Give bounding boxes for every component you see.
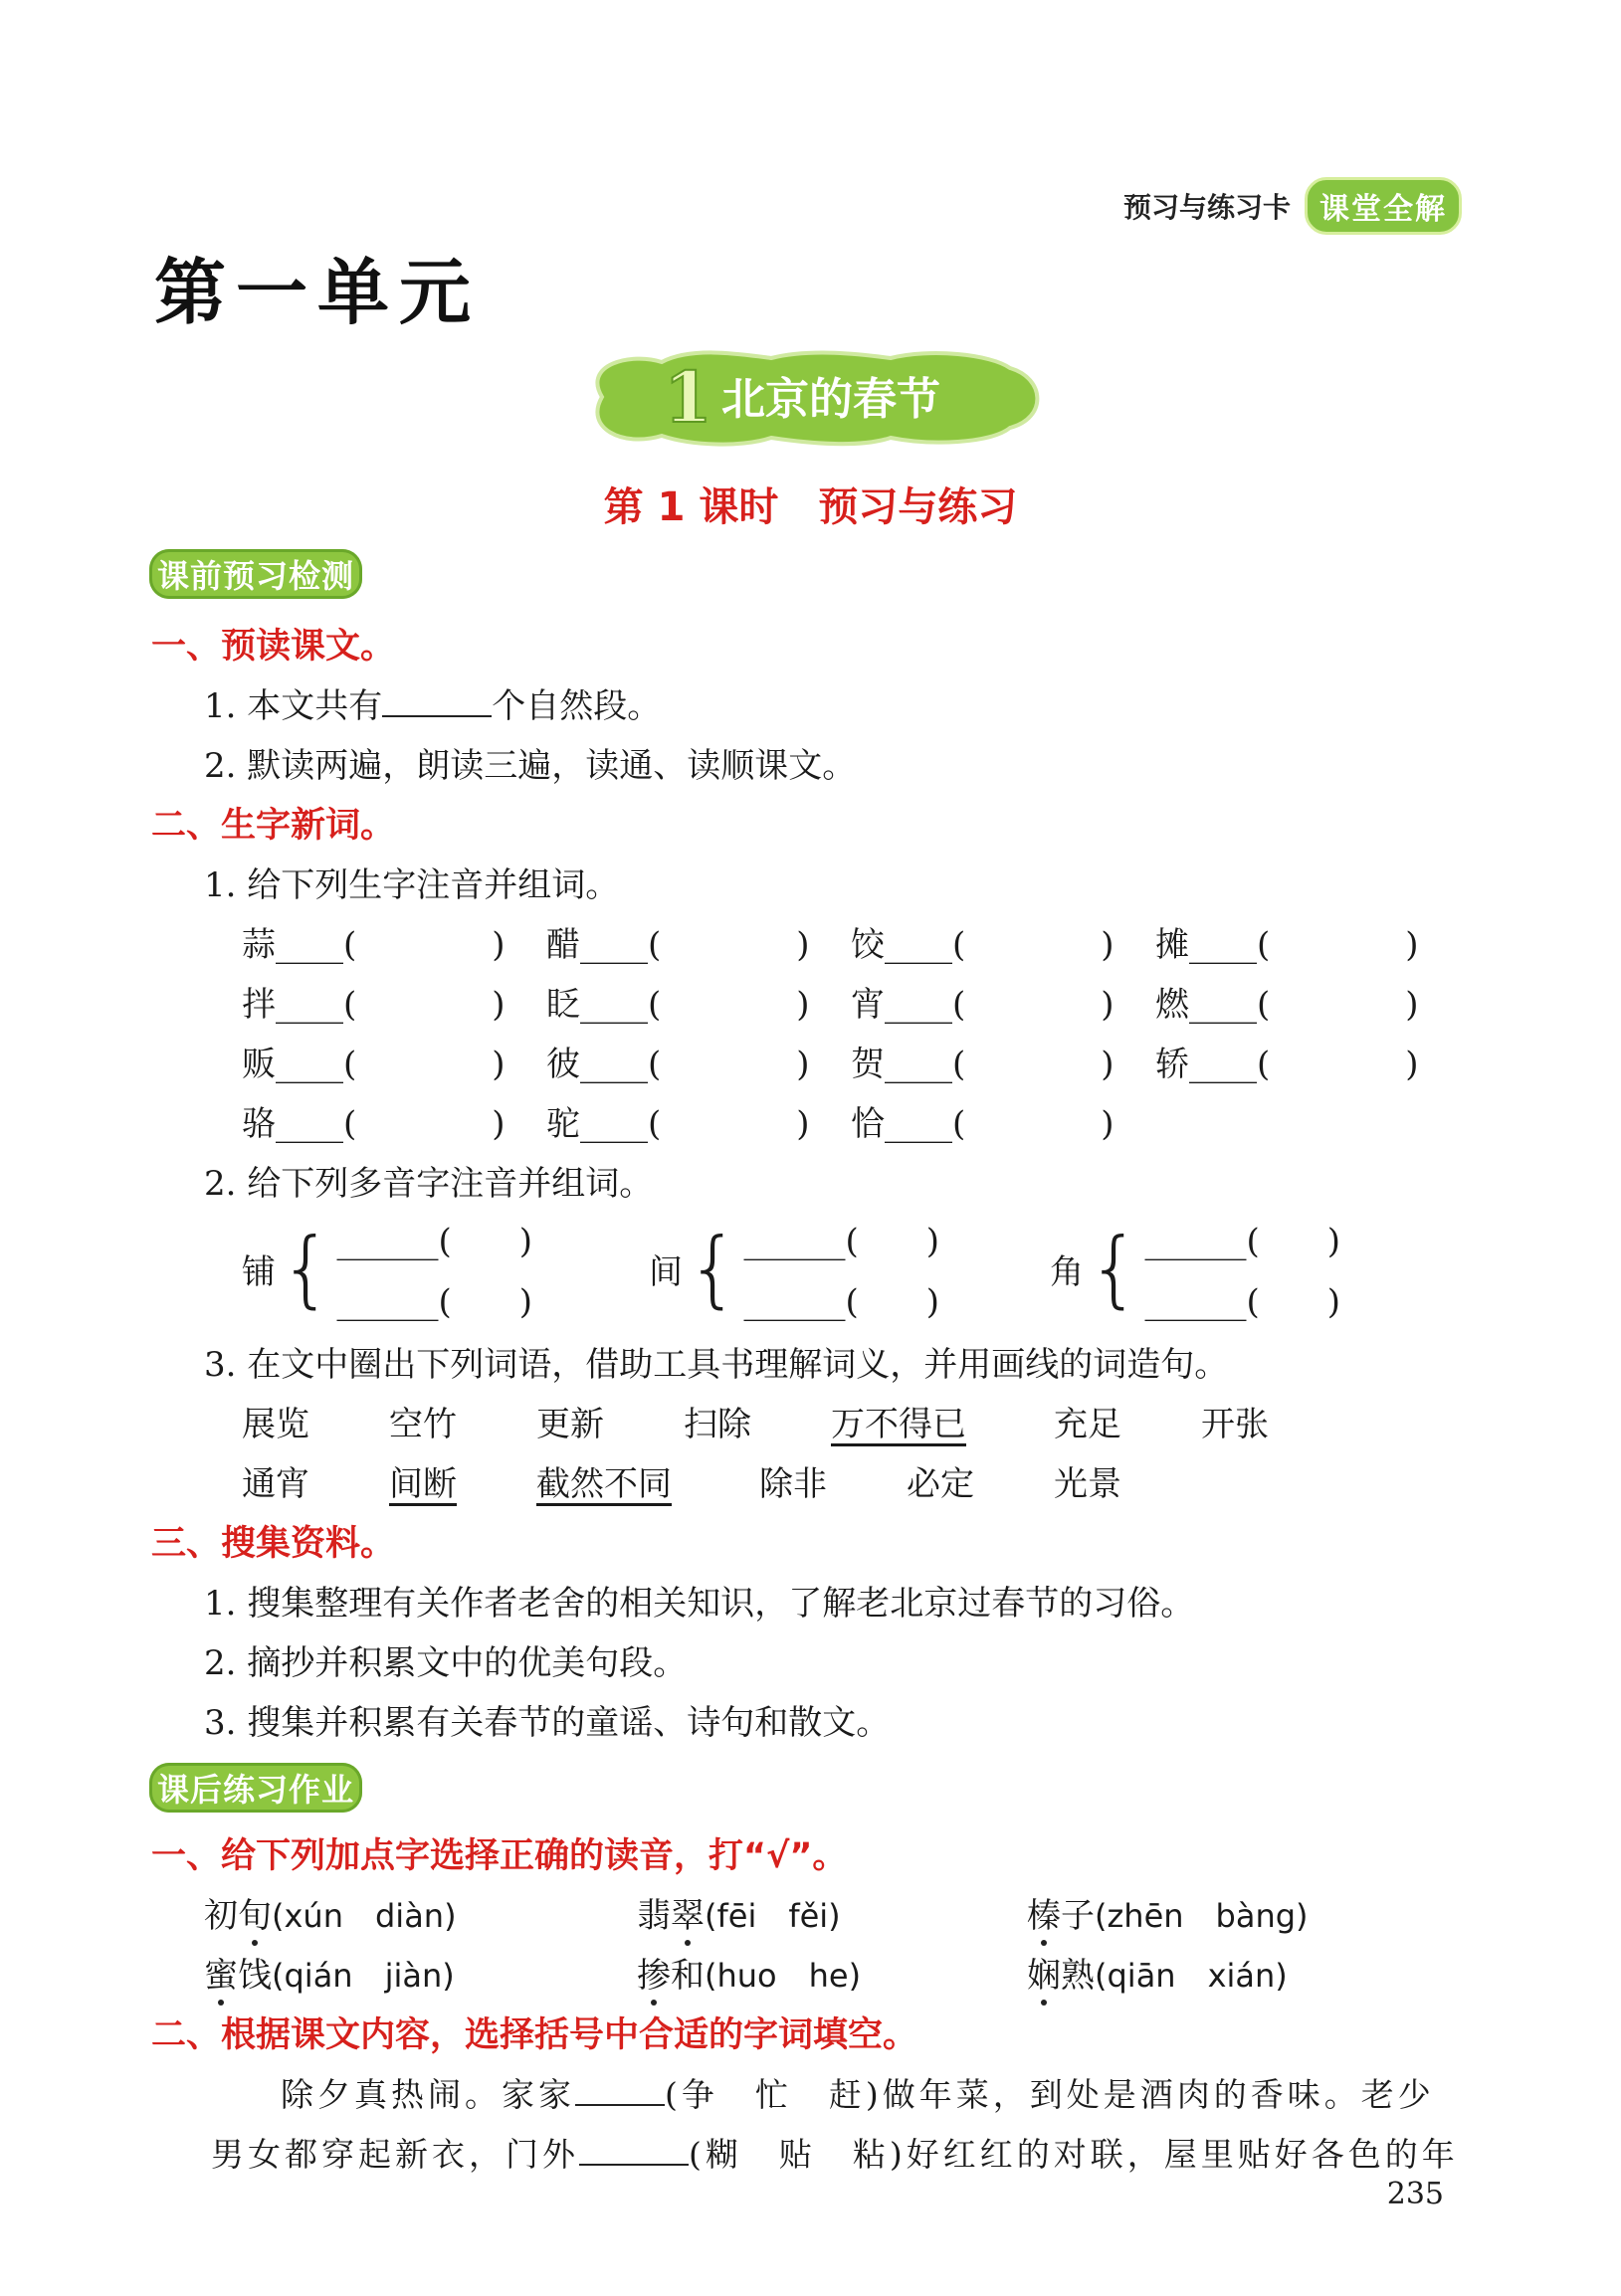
- char-cell[interactable]: 贩____( ): [242, 1045, 506, 1084]
- pinyin-options[interactable]: (zhēn bàng): [1095, 1897, 1309, 1935]
- lesson-title: 北京的春节: [720, 374, 940, 425]
- pinyin-options[interactable]: (qiān xián): [1095, 1957, 1288, 1995]
- brace-icon: {: [687, 1220, 740, 1317]
- polyphone-slot[interactable]: ______( ): [1144, 1282, 1340, 1322]
- lesson-banner: [0, 344, 1621, 450]
- pinyin-item[interactable]: [1027, 1948, 1288, 1997]
- dotted-char: 娴: [1027, 1956, 1061, 1996]
- char-row: [242, 1037, 1460, 1085]
- pre-class-tag: 课前预习检测: [149, 549, 362, 599]
- section-2-title: 二、生字新词。: [151, 806, 396, 846]
- pinyin-item-char: 翡: [637, 1896, 671, 1936]
- s3-item: 1. 搜集整理有关作者老舍的相关知识，了解老北京过春节的习俗。: [204, 1584, 1195, 1624]
- char-cell[interactable]: 蒜____( ): [242, 925, 506, 965]
- pinyin-item[interactable]: [637, 1888, 841, 1937]
- dotted-char: 蜜: [204, 1956, 238, 1996]
- dotted-char: 旬: [238, 1896, 272, 1936]
- vocab-word: 更新: [536, 1405, 604, 1444]
- pinyin-item[interactable]: [1027, 1888, 1309, 1937]
- vocab-word-underlined: 间断: [389, 1464, 457, 1504]
- polyphone-group: [649, 1214, 939, 1323]
- lesson-banner-shape: [572, 344, 1050, 450]
- char-cell[interactable]: 骆____( ): [242, 1104, 506, 1144]
- paragraph-text: (糊 贴 粘)好红红的对联，屋里贴好各色的年: [689, 2135, 1459, 2174]
- section-3-title: 三、搜集资料。: [151, 1524, 396, 1564]
- paragraph-text: 除夕真热闹。家家: [281, 2075, 575, 2114]
- char-cell[interactable]: 眨____( ): [546, 985, 810, 1025]
- paragraph-text: 男女都穿起新衣，门外: [211, 2135, 579, 2174]
- s1-q1-post: 个自然段。: [492, 686, 662, 726]
- period-title: 第 1 课时 预习与练习: [603, 484, 1018, 530]
- section-1-title: 一、预读课文。: [151, 627, 396, 667]
- pinyin-item[interactable]: [204, 1948, 455, 1997]
- s3-item: 3. 搜集并积累有关春节的童谣、诗句和散文。: [204, 1703, 891, 1743]
- brace-icon: {: [280, 1220, 333, 1317]
- dotted-char: 翠: [671, 1896, 705, 1936]
- char-cell[interactable]: 贺____( ): [851, 1045, 1114, 1084]
- s1-q2: 2. 默读两遍，朗读三遍，读通、读顺课文。: [204, 746, 857, 786]
- fill-paragraph-line: [211, 2129, 1459, 2176]
- s2-q1: 1. 给下列生字注音并组词。: [204, 865, 620, 905]
- pinyin-item-char: 和: [671, 1956, 705, 1996]
- s1-q1: [204, 678, 661, 727]
- char-cell[interactable]: 醋____( ): [546, 925, 810, 965]
- unit-title: 第一单元: [154, 251, 482, 334]
- dotted-char: 掺: [637, 1956, 671, 1996]
- pre-class-tag-wrap: [149, 549, 362, 599]
- char-cell[interactable]: 摊____( ): [1155, 925, 1419, 965]
- vocab-row: [242, 1397, 1348, 1445]
- vocab-word: 充足: [1054, 1405, 1121, 1444]
- char-row: [242, 977, 1460, 1026]
- pinyin-item[interactable]: [204, 1888, 457, 1937]
- vocab-word: 光景: [1054, 1464, 1121, 1504]
- pinyin-options[interactable]: (qián jiàn): [272, 1957, 455, 1995]
- polyphone-group: [1050, 1214, 1340, 1323]
- pinyin-item-char: 初: [204, 1896, 238, 1936]
- pinyin-item-char: 饯: [238, 1956, 272, 1996]
- fill-blank[interactable]: [575, 2074, 665, 2106]
- practice-1-title: 一、给下列加点字选择正确的读音，打“√”。: [151, 1836, 848, 1876]
- polyphone-slot[interactable]: ______( ): [743, 1222, 939, 1261]
- fill-paragraph-line: [281, 2069, 1435, 2116]
- polyphone-slot[interactable]: ______( ): [336, 1222, 532, 1261]
- post-class-tag-wrap: [149, 1763, 362, 1813]
- header-label: 预习与练习卡: [1122, 191, 1291, 224]
- pinyin-item-char: 子: [1061, 1896, 1095, 1936]
- page-header: [1123, 177, 1462, 235]
- polyphone-group: [242, 1214, 532, 1323]
- polyphone-slot[interactable]: ______( ): [1144, 1222, 1340, 1261]
- paragraph-text: (争 忙 赶)做年菜，到处是酒肉的香味。老少: [665, 2075, 1435, 2114]
- char-cell[interactable]: 恰____( ): [851, 1104, 1114, 1144]
- s1-q1-pre: 1. 本文共有: [204, 686, 383, 726]
- char-cell[interactable]: 轿____( ): [1155, 1045, 1419, 1084]
- pinyin-options[interactable]: (xún diàn): [272, 1897, 457, 1935]
- polyphone-slot[interactable]: ______( ): [743, 1282, 939, 1322]
- vocab-word-underlined: 截然不同: [536, 1464, 672, 1504]
- polyphone-char: 角: [1050, 1251, 1084, 1292]
- char-cell[interactable]: 驼____( ): [546, 1104, 810, 1144]
- dotted-char: 榛: [1027, 1896, 1061, 1936]
- vocab-row: [242, 1456, 1201, 1505]
- page-number: 235: [1386, 2177, 1444, 2211]
- s1-q1-blank[interactable]: [382, 685, 492, 717]
- char-cell[interactable]: 拌____( ): [242, 985, 506, 1025]
- fill-blank[interactable]: [579, 2134, 689, 2166]
- char-row: [242, 1096, 1155, 1145]
- vocab-word: 空竹: [389, 1405, 457, 1444]
- vocab-word: 除非: [759, 1464, 827, 1504]
- char-cell[interactable]: 彼____( ): [546, 1045, 810, 1084]
- s2-q3: 3. 在文中圈出下列词语，借助工具书理解词义，并用画线的词造句。: [204, 1345, 1229, 1385]
- practice-2-title: 二、根据课文内容，选择括号中合适的字词填空。: [151, 2015, 918, 2055]
- polyphone-slot[interactable]: ______( ): [336, 1282, 532, 1322]
- pinyin-options[interactable]: (huo he): [705, 1957, 862, 1995]
- pinyin-item-char: 熟: [1061, 1956, 1095, 1996]
- header-badge: 课堂全解: [1305, 177, 1462, 235]
- char-cell[interactable]: 饺____( ): [851, 925, 1114, 965]
- vocab-word: 通宵: [242, 1464, 309, 1504]
- vocab-word: 必定: [907, 1464, 974, 1504]
- vocab-word: 展览: [242, 1405, 309, 1444]
- char-cell[interactable]: 燃____( ): [1155, 985, 1419, 1025]
- s3-item: 2. 摘抄并积累文中的优美句段。: [204, 1643, 688, 1683]
- lesson-number: 1: [663, 356, 712, 439]
- pinyin-item[interactable]: [637, 1948, 861, 1997]
- char-cell[interactable]: 宵____( ): [851, 985, 1114, 1025]
- brace-icon: {: [1088, 1220, 1141, 1317]
- vocab-word: 扫除: [684, 1405, 751, 1444]
- polyphone-char: 间: [649, 1251, 683, 1292]
- char-row: [242, 917, 1460, 966]
- vocab-word-underlined: 万不得已: [831, 1405, 966, 1444]
- vocab-word: 开张: [1201, 1405, 1269, 1444]
- pinyin-options[interactable]: (fēi fěi): [705, 1897, 841, 1935]
- s2-q2: 2. 给下列多音字注音并组词。: [204, 1164, 654, 1204]
- post-class-tag: 课后练习作业: [149, 1763, 362, 1813]
- polyphone-char: 铺: [242, 1251, 276, 1292]
